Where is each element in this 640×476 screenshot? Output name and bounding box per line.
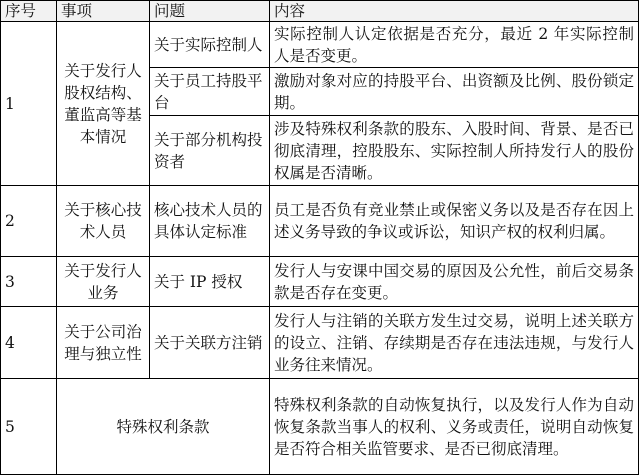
header-no: 序号: [1, 1, 57, 22]
table-row: [1, 307, 639, 379]
row-number: 4: [1, 307, 57, 379]
row-category: 关于发行人业务: [57, 257, 150, 307]
row-content: 实际控制人认定依据是否充分，最近 2 年实际控制人是否变更。: [270, 22, 639, 68]
row-category: 特殊权利条款: [57, 379, 270, 475]
row-topic: 关于关联方注销: [150, 307, 270, 379]
row-number: 1: [1, 22, 57, 186]
header-category: 事项: [57, 1, 150, 22]
table-row: [1, 186, 639, 257]
row-topic: 关于部分机构投资者: [150, 116, 270, 186]
row-category: 关于发行人股权结构、董监高等基本情况: [57, 22, 150, 186]
row-content: 员工是否负有竞业禁止或保密义务以及是否存在因上述义务导致的争议或诉讼，知识产权的权利归属。: [270, 186, 639, 257]
row-content: 发行人与安课中国交易的原因及公允性，前后交易条款是否存在变更。: [270, 257, 639, 307]
row-content: 发行人与注销的关联方发生过交易，说明上述关联方的设立、注销、存续期是否存在违法违规，与发行人业务往来情况。: [270, 307, 639, 379]
row-content: 激励对象对应的持股平台、出资额及比例、股份锁定期。: [270, 68, 639, 116]
table-row: [1, 379, 639, 475]
row-topic: 核心技术人员的具体认定标准: [150, 186, 270, 257]
header-content: 内容: [270, 1, 639, 22]
table-row: [1, 257, 639, 307]
row-topic: 关于 IP 授权: [150, 257, 270, 307]
row-category: 关于核心技术人员: [57, 186, 150, 257]
row-topic: 关于员工持股平台: [150, 68, 270, 116]
row-content: 涉及特殊权利条款的股东、入股时间、背景、是否已彻底清理，控股股东、实际控制人所持发行人的股份权属是否清晰。: [270, 116, 639, 186]
table-row: [1, 22, 639, 68]
table-header-row: [1, 1, 639, 22]
row-number: 5: [1, 379, 57, 475]
header-topic: 问题: [150, 1, 270, 22]
row-category: 关于公司治理与独立性: [57, 307, 150, 379]
row-number: 2: [1, 186, 57, 257]
row-topic: 关于实际控制人: [150, 22, 270, 68]
row-number: 3: [1, 257, 57, 307]
row-content: 特殊权利条款的自动恢复执行，以及发行人作为自动恢复条款当事人的权利、义务或责任，说明自动恢复是否符合相关监管要求、是否已彻底清理。: [270, 379, 639, 475]
